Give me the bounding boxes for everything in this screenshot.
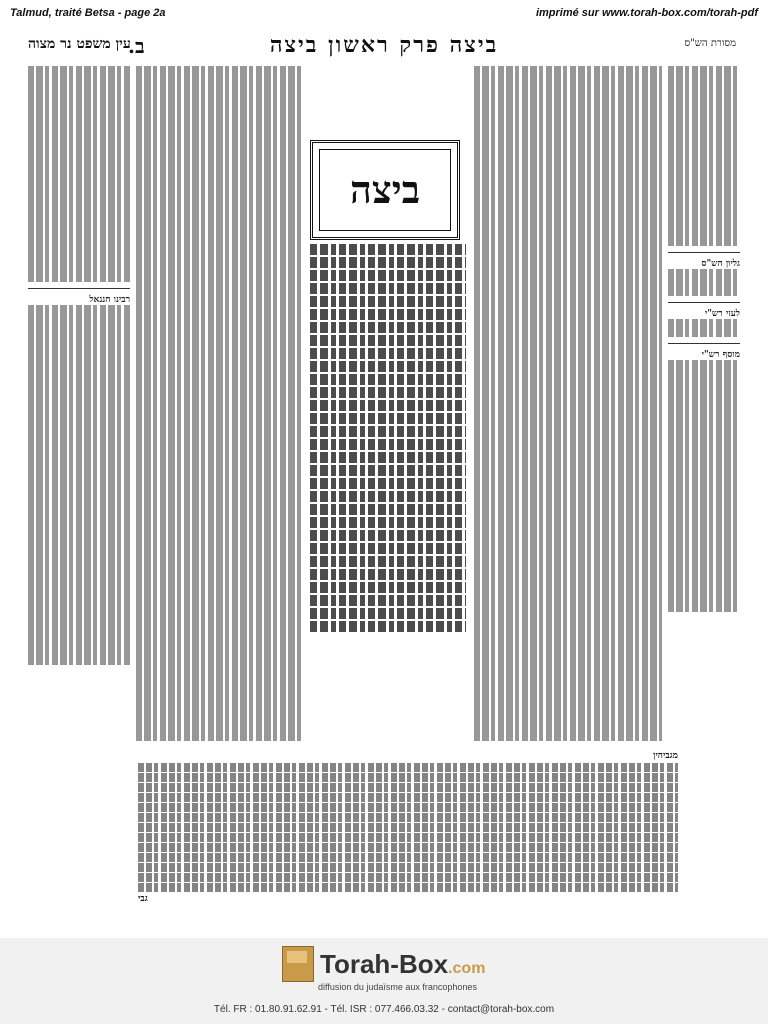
bottom-commentary — [138, 750, 678, 910]
rabbeinu-chananel-heading: רבינו חננאל — [89, 295, 130, 305]
bottom-heading: מגביהין — [653, 751, 678, 761]
laazei-heading: לעזי רש"י — [704, 309, 740, 319]
opening-word: ביצה — [319, 149, 451, 231]
torah-box-logo[interactable] — [282, 946, 485, 982]
tagline: diffusion du judaïsme aux francophones — [318, 982, 477, 992]
rashi-column — [474, 66, 662, 746]
laazei-box — [668, 302, 740, 337]
daf-number: ב. — [128, 34, 145, 58]
tosafot-column — [136, 66, 304, 746]
masoret-column — [668, 66, 740, 706]
ein-mishpat-label: עין משפט נר מצוה — [28, 36, 131, 52]
opening-word-frame — [310, 140, 460, 240]
box-icon — [282, 946, 314, 982]
musaf-box — [668, 343, 740, 612]
contact-line: Tél. FR : 01.80.91.62.91 - Tél. ISR : 077.466.03.32 - contact@torah-box.com — [213, 1004, 555, 1015]
page-header — [28, 30, 740, 64]
rabbeinu-chananel-box — [28, 288, 130, 665]
gemara-text — [310, 244, 466, 644]
musaf-heading: מוסף רש"י — [701, 350, 740, 360]
page-title: ביצה פרק ראשון ביצה — [269, 32, 499, 58]
masoret-label: מסורת הש"ס — [684, 38, 736, 49]
print-source: imprimé sur www.torah-box.com/torah-pdf — [535, 7, 758, 19]
top-bar — [0, 0, 768, 26]
gilyon-box — [668, 252, 740, 296]
logo-name: Torah-Box.com — [320, 948, 486, 979]
gilyon-heading: גליון הש"ס — [701, 259, 740, 269]
ein-mishpat-column — [28, 66, 130, 746]
catchword: גבי — [138, 894, 148, 904]
document-title: Talmud, traité Betsa - page 2a — [10, 7, 166, 19]
footer — [0, 938, 768, 1024]
talmud-page — [28, 30, 740, 930]
